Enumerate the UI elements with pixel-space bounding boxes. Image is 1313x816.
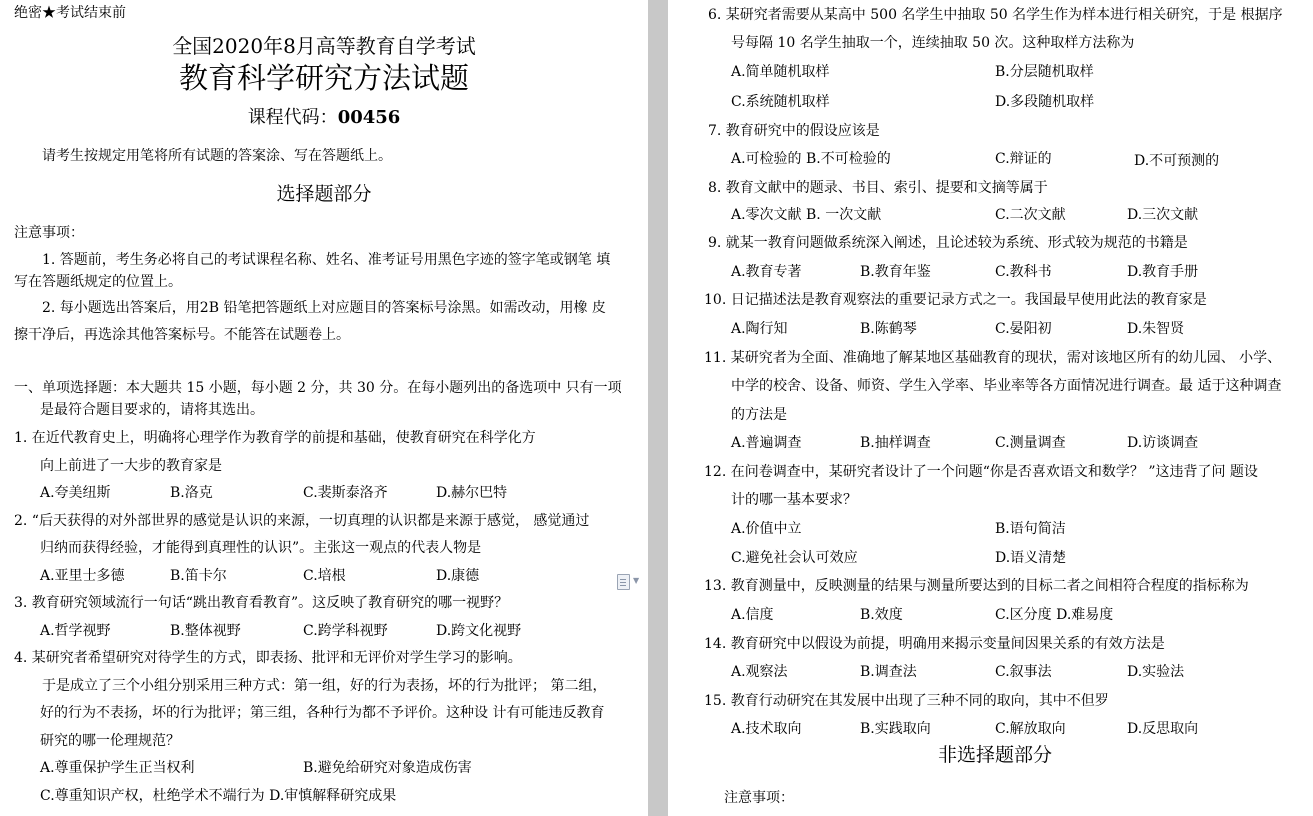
q1-option: D.赫尔巴特: [436, 485, 508, 501]
q12-option: A.价值中立: [731, 521, 802, 537]
q9-option: A.教育专著: [731, 264, 802, 280]
q6-option: B.分层随机取样: [995, 64, 1094, 80]
q4-stem-4: 研究的哪一伦理规范？: [40, 733, 180, 749]
q6-option: D.多段随机取样: [995, 94, 1095, 110]
q9-option: D.教育手册: [1127, 264, 1199, 280]
q7-stem: 7. 教育研究中的假设应该是: [708, 123, 880, 139]
q11-stem-3: 的方法是: [731, 407, 787, 423]
q1-option: B.洛克: [170, 485, 213, 501]
q14-stem: 14. 教育研究中以假设为前提，明确用来揭示变量间因果关系的有效方法是: [704, 636, 1165, 652]
q2-option: A.亚里士多德: [40, 568, 125, 584]
q11-option: C.测量调查: [995, 435, 1066, 451]
part1-heading-1: 一、单项选择题：本大题共 15 小题，每小题 2 分，共 30 分。在每小题列出的备选项中 只有一项: [14, 380, 622, 396]
q10-option: D.朱智贤: [1127, 321, 1185, 337]
instruction: 请考生按规定用笔将所有试题的答案涂、写在答题纸上。: [42, 148, 392, 164]
q15-option: D.反思取向: [1127, 721, 1199, 737]
q14-option: B.调查法: [860, 664, 917, 680]
q4-option: A.尊重保护学生正当权利: [40, 760, 195, 776]
q3-option: C.跨学科视野: [303, 623, 388, 639]
q1-option: A.夸美纽斯: [40, 485, 111, 501]
q10-option: C.晏阳初: [995, 321, 1052, 337]
confidential-mark: 绝密★考试结束前: [14, 5, 126, 21]
q8-option: C.二次文献: [995, 207, 1066, 223]
q11-stem-2: 中学的校舍、设备、师资、学生入学率、毕业率等各方面情况进行调查。最 适于这种调查: [731, 378, 1282, 394]
part1-heading-2: 是最符合题目要求的，请将其选出。: [40, 402, 264, 418]
section2-title: 非选择题部分: [938, 744, 1053, 766]
course-code-label: 课程代码：: [247, 107, 338, 128]
q1-option: C.裴斯泰洛齐: [303, 485, 388, 501]
q12-option: B.语句简洁: [995, 521, 1066, 537]
q7-option: D.不可预测的: [1134, 153, 1220, 169]
q12-stem-1: 12. 在问卷调查中，某研究者设计了一个问题“你是否喜欢语文和数学？ ”这违背了问 题设: [704, 464, 1258, 480]
q15-option: C.解放取向: [995, 721, 1066, 737]
notes-label: 注意事项：: [14, 225, 84, 241]
q4-stem-1: 4. 某研究者希望研究对待学生的方式，即表扬、批评和无评价对学生学习的影响。: [14, 650, 522, 666]
chevron-down-icon[interactable]: ▼: [633, 576, 640, 585]
q3-stem: 3. 教育研究领域流行一句话“跳出教育看教育”。这反映了教育研究的哪一视野？: [14, 595, 509, 611]
q7-option: A.可检验的 B.不可检验的: [731, 151, 891, 167]
q2-stem-2: 归纳而获得经验，才能得到真理性的认识”。主张这一观点的代表人物是: [40, 540, 482, 556]
q11-option: A.普遍调查: [731, 435, 802, 451]
q10-option: B.陈鹤琴: [860, 321, 917, 337]
q6-option: C.系统随机取样: [731, 94, 830, 110]
exam-title: 教育科学研究方法试题: [178, 61, 469, 95]
course-code: 00456: [337, 107, 401, 128]
note-2-line-1: 2. 每小题选出答案后，用2B 铅笔把答题纸上对应题目的答案标号涂黑。如需改动，用橡 皮: [42, 300, 606, 316]
q14-option: D.实验法: [1127, 664, 1185, 680]
q3-option: A.哲学视野: [40, 623, 111, 639]
q4-option: C.尊重知识产权，杜绝学术不端行为 D.审慎解释研究成果: [40, 788, 397, 804]
q8-option: A.零次文献 B. 一次文献: [731, 207, 882, 223]
q7-option: C.辩证的: [995, 151, 1052, 167]
q3-option: B.整体视野: [170, 623, 241, 639]
q8-stem: 8. 教育文献中的题录、书目、索引、提要和文摘等属于: [708, 180, 1048, 196]
q9-option: B.教育年鉴: [860, 264, 931, 280]
course-code-line: [0, 106, 648, 130]
notes-label-2: 注意事项：: [724, 790, 794, 806]
q12-option: C.避免社会认可效应: [731, 550, 858, 566]
right-page: [668, 0, 1313, 816]
exam-line: 全国2020年8月高等教育自学考试: [172, 34, 476, 58]
q12-option: D.语义清楚: [995, 550, 1067, 566]
q9-stem: 9. 就某一教育问题做系统深入阐述，且论述较为系统、形式较为规范的书籍是: [708, 235, 1188, 251]
q15-option: B.实践取向: [860, 721, 931, 737]
q9-option: C.教科书: [995, 264, 1052, 280]
note-1-line-2: 写在答题纸规定的位置上。: [14, 274, 182, 290]
document-icon[interactable]: [617, 574, 630, 590]
q6-option: A.简单随机取样: [731, 64, 830, 80]
q14-option: C.叙事法: [995, 664, 1052, 680]
q13-stem: 13. 教育测量中，反映测量的结果与测量所要达到的目标二者之间相符合程度的指标称为: [704, 578, 1249, 594]
q11-option: D.访谈调查: [1127, 435, 1199, 451]
q2-option: B.笛卡尔: [170, 568, 227, 584]
section-title: 选择题部分: [276, 183, 372, 205]
q1-stem-1: 1. 在近代教育史上，明确将心理学作为教育学的前提和基础，使教育研究在科学化方: [14, 430, 536, 446]
q13-option: A.信度: [731, 607, 774, 623]
q2-option: D.康德: [436, 568, 480, 584]
note-2-line-2: 擦干净后，再选涂其他答案标号。不能答在试题卷上。: [14, 327, 350, 343]
q11-option: B.抽样调查: [860, 435, 931, 451]
q4-stem-2: 于是成立了三个小组分别采用三种方式：第一组，好的行为表扬，坏的行为批评； 第二组，: [42, 678, 607, 694]
page-gutter: [648, 0, 668, 816]
q3-option: D.跨文化视野: [436, 623, 522, 639]
q11-stem-1: 11. 某研究者为全面、准确地了解某地区基础教育的现状，需对该地区所有的幼儿园、 小学、: [704, 350, 1282, 366]
q13-option: C.区分度 D.难易度: [995, 607, 1114, 623]
q15-option: A.技术取向: [731, 721, 802, 737]
note-1-line-1: 1. 答题前，考生务必将自己的考试课程名称、姓名、准考证号用黑色字迹的签字笔或钢笔 填: [42, 252, 611, 268]
q10-stem: 10. 日记描述法是教育观察法的重要记录方式之一。我国最早使用此法的教育家是: [704, 292, 1207, 308]
q12-stem-2: 计的哪一基本要求？: [731, 492, 857, 508]
q4-stem-3: 好的行为不表扬，坏的行为批评；第三组，各种行为都不予评价。这种设 计有可能违反教育: [40, 705, 605, 721]
q15-stem: 15. 教育行动研究在其发展中出现了三种不同的取向，其中不但罗: [704, 693, 1109, 709]
q4-option: B.避免给研究对象造成伤害: [303, 760, 472, 776]
q6-stem-2: 号每隔 10 名学生抽取一个，连续抽取 50 次。这种取样方法称为: [731, 35, 1135, 51]
q8-option: D.三次文献: [1127, 207, 1199, 223]
q6-stem-1: 6. 某研究者需要从某高中 500 名学生中抽取 50 名学生作为样本进行相关研究，于是 根据序: [708, 7, 1283, 23]
q13-option: B.效度: [860, 607, 903, 623]
q14-option: A.观察法: [731, 664, 788, 680]
q1-stem-2: 向上前进了一大步的教育家是: [40, 458, 222, 474]
q2-option: C.培根: [303, 568, 346, 584]
q2-stem-1: 2. “后天获得的对外部世界的感觉是认识的来源，一切真理的认识都是来源于感觉， 感觉通过: [14, 513, 590, 529]
left-page: [0, 0, 648, 816]
q10-option: A.陶行知: [731, 321, 788, 337]
